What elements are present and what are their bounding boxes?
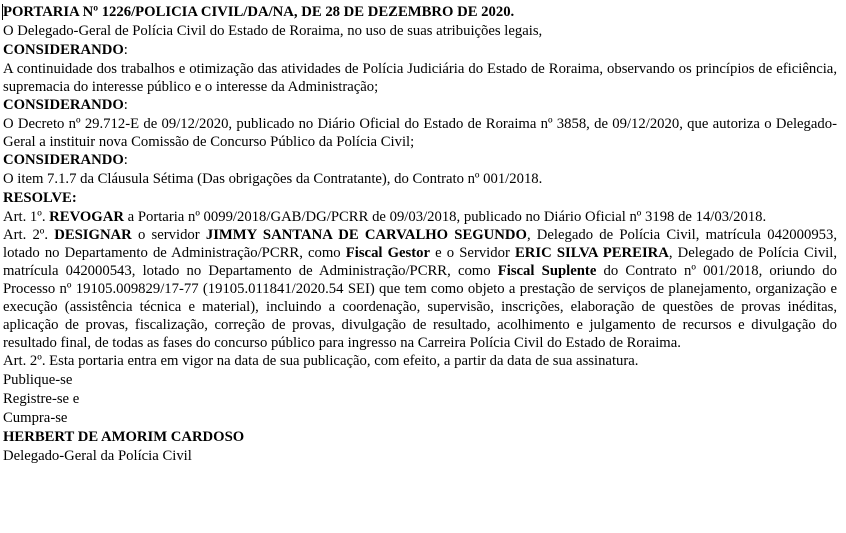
considerando-text-3: O item 7.1.7 da Cláusula Sétima (Das obrigações da Contratante), do Contrato nº 001/2018. (3, 171, 543, 187)
considerando-heading-1: CONSIDERANDO: (3, 42, 128, 58)
considerando-heading-3: CONSIDERANDO: (3, 152, 128, 168)
document-title: PORTARIA Nº 1226/POLICIA CIVIL/DA/NA, DE 28 DE DEZEMBRO DE 2020. (3, 4, 515, 20)
considerando-text-1: A continuidade dos trabalhos e otimização das atividades de Polícia Judiciária do Estado de Roraima, observando os princípios de eficiência, supremacia do interesse público e o interesse da Administração; (3, 61, 837, 95)
closing-publique: Publique-se (3, 372, 73, 388)
signature-name: HERBERT DE AMORIM CARDOSO (3, 429, 245, 445)
article-3: Art. 2º. Esta portaria entra em vigor na data de sua publicação, com efeito, a partir da data de sua assinatura. (3, 353, 639, 369)
resolve-heading: RESOLVE: (3, 190, 77, 206)
article-2: Art. 2º. DESIGNAR o servidor JIMMY SANTANA DE CARVALHO SEGUNDO, Delegado de Polícia Civil, matrícula 042000953, lotado no Departamento de Administração/PCRR, como Fiscal Gestor e o Servidor ERIC SILVA PEREIRA, Delegado de Polícia Civil, matrícula 042000543, lotado no Departamento de Administração/PCRR, como Fiscal Suplente do Contrato nº 001/2018, oriundo do Processo nº 19105.009829/17-77 (19105.011841/2020.54 SEI) que tem como objeto a prestação de serviços de planejamento, organização e execução (assistência técnica e material), incluindo a coordenação, supervisão, inscrições, elaboração de questões de provas inéditas, aplicação de provas, fiscalização, correção de provas, divulgação de resultado, acolhimento e julgamento de recursos e divulgação do resultado final, de todas as fases do concurso público para ingresso na Carreira Polícia Civil do Estado de Roraima. (3, 227, 838, 351)
signature-block (3, 428, 837, 466)
article-1: Art. 1º. REVOGAR a Portaria nº 0099/2018/GAB/DG/PCRR de 09/03/2018, publicado no Diário Oficial nº 3198 de 14/03/2018. (3, 209, 767, 225)
considerando-text-2: O Decreto nº 29.712-E de 09/12/2020, publicado no Diário Oficial do Estado de Roraima nº 3858, de 09/12/2020, que autoriza o Delegado-Geral a instituir nova Comissão de Concurso Público da Polícia Civil; (3, 116, 837, 150)
intro-paragraph: O Delegado-Geral de Polícia Civil do Estado de Roraima, no uso de suas atribuições legais, (3, 23, 543, 39)
closing-registre: Registre-se e (3, 391, 80, 407)
signature-role: Delegado-Geral da Polícia Civil (3, 448, 192, 464)
text-cursor (2, 4, 3, 20)
closing-cumpra: Cumpra-se (3, 410, 68, 426)
considerando-heading-2: CONSIDERANDO: (3, 97, 128, 113)
